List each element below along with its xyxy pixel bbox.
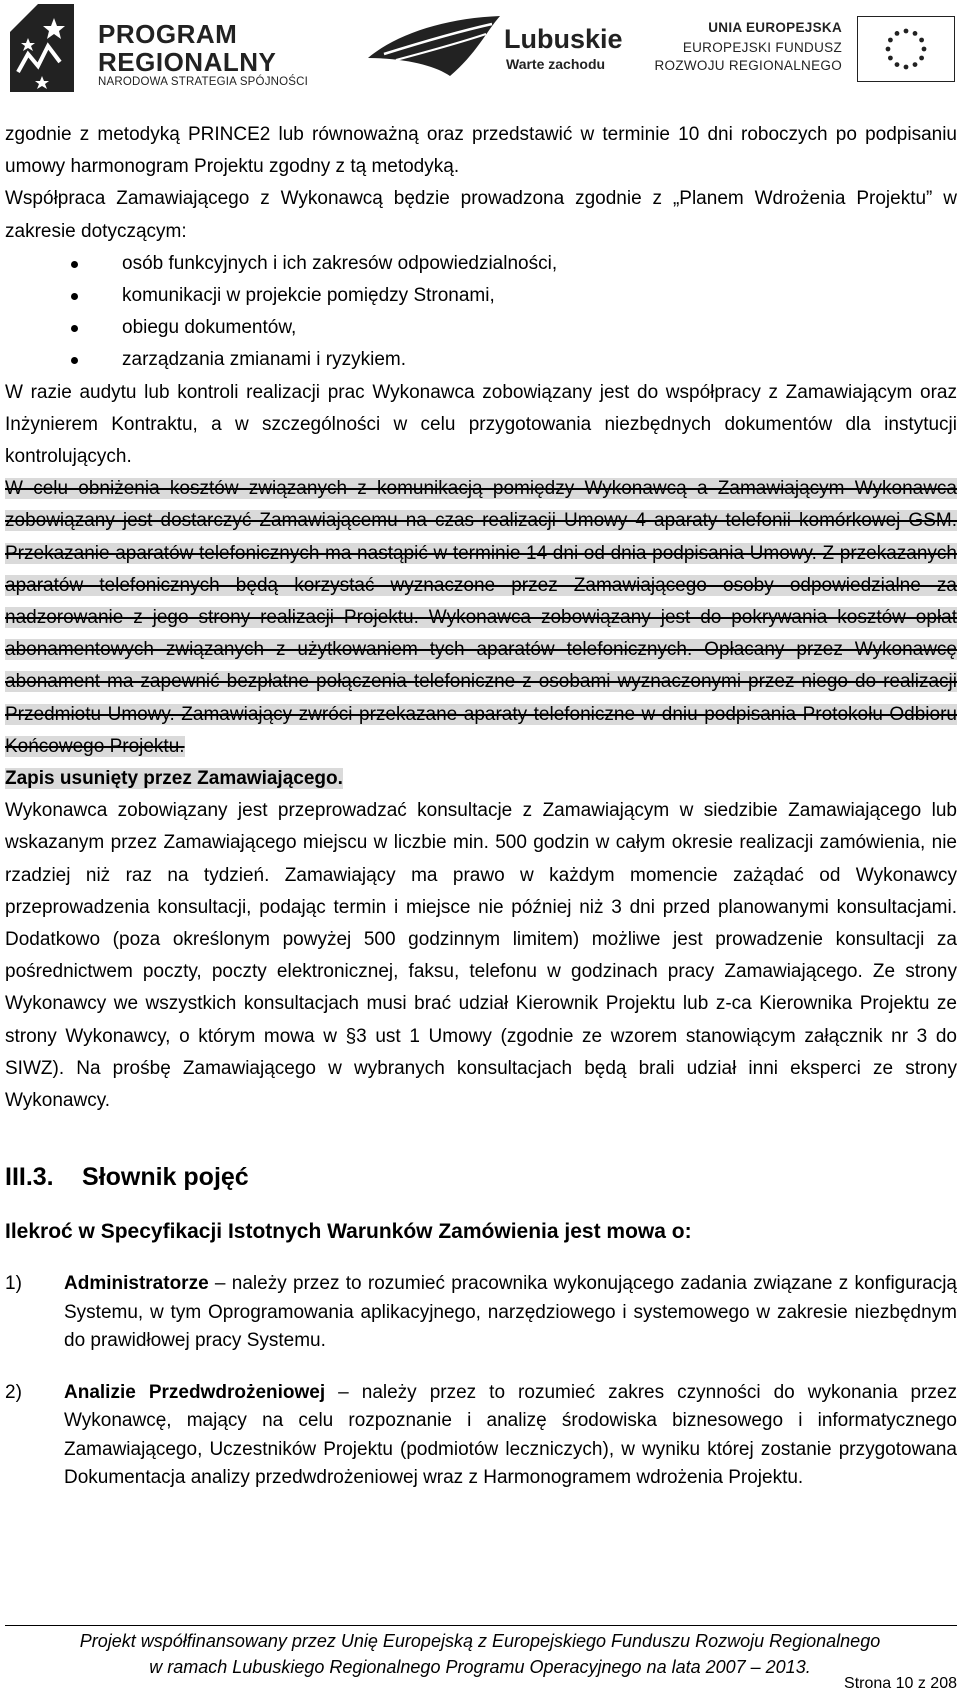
definition-text: – należy przez to rozumieć zakres czynności do wykonania przez Wykonawcę, mający na celu rozpoznanie i analizę środowiska biznesowego i informatycznego Zamawiającego, Uczestników Projektu (podmiotów leczniczych), w wyniku której zostanie przygotowana Dokumentacja analizy przedwdrożeniowej wraz z Harmonogramem wdrożenia Projektu.: [64, 1381, 957, 1489]
deleted-clause: [5, 473, 957, 795]
program-regionalny-emblem-icon: [8, 2, 76, 96]
eu-logo: [654, 14, 960, 84]
footer-line1: Projekt współfinansowany przez Unię Europejską z Europejskiego Funduszu Rozwoju Regionalnego: [79, 1631, 881, 1651]
list-item: zarządzania zmianami i ryzykiem.: [5, 344, 957, 376]
deleted-note: Zapis usunięty przez Zamawiającego.: [5, 768, 343, 790]
paragraph-cooperation: Współpraca Zamawiającego z Wykonawcą będzie prowadzona zgodnie z „Planem Wdrożenia Projektu” w zakresie dotyczącym:: [5, 188, 957, 242]
footer-line2: w ramach Lubuskiego Regionalnego Programu Operacyjnego na lata 2007 – 2013.: [149, 1657, 811, 1677]
eu-logo-line1: UNIA EUROPEJSKA: [708, 20, 842, 35]
lubuskie-tagline: Warte zachodu: [506, 56, 606, 72]
page-number: Strona 10 z 208: [844, 1675, 957, 1692]
list-item: obiegu dokumentów,: [5, 312, 957, 344]
definitions-intro: Ilekroć w Specyfikacji Istotnych Warunków Zamówienia jest mowa o:: [5, 1220, 692, 1244]
page-footer: [0, 1628, 960, 1680]
paragraph-prince2: zgodnie z metodyką PRINCE2 lub równoważną oraz przedstawić w terminie 10 dni roboczych po podpisaniu umowy harmonogram Projektu zgodny z tą metodyką.: [5, 124, 957, 178]
definition-term: Administratorze: [64, 1273, 209, 1295]
lubuskie-logo: [366, 10, 626, 90]
eu-logo-line2: EUROPEJSKI FUNDUSZ: [682, 40, 842, 55]
program-logo-line2: REGIONALNY: [98, 47, 277, 77]
paragraph-audit: W razie audytu lub kontroli realizacji prac Wykonawca zobowiązany jest do współpracy z Zamawiającym oraz Inżynierem Kontraktu, a w szczególności w celu przygotowania niezbędnych dokumentów dla instytucji kontrolujących.: [5, 381, 957, 468]
definition-number: 1): [5, 1273, 22, 1295]
section-number: III.3.: [5, 1163, 54, 1192]
document-body: [5, 119, 957, 1493]
eu-logo-line3: ROZWOJU REGIONALNEGO: [654, 58, 842, 73]
list-item: komunikacji w projekcie pomiędzy Stronami,: [5, 280, 957, 312]
section-heading: [5, 1161, 957, 1193]
definition-number: 2): [5, 1381, 22, 1403]
section-title: Słownik pojęć: [82, 1163, 249, 1192]
cooperation-scope-list: [5, 248, 957, 377]
definition-item: [5, 1270, 957, 1356]
program-logo-line3: NARODOWA STRATEGIA SPÓJNOŚCI: [98, 76, 309, 88]
eu-flag-icon: [857, 16, 955, 82]
lubuskie-name: Lubuskie: [504, 24, 623, 54]
page-header: [0, 0, 960, 100]
program-regionalny-logo: [4, 0, 314, 98]
paragraph-consultations: Wykonawca zobowiązany jest przeprowadzać konsultacje z Zamawiającym w siedzibie Zamawiającego lub wskazanym przez Zamawiającego miejscu w liczbie min. 500 godzin w całym okresie realizacji zamówienia, nie rzadziej niż raz na tydzień. Zamawiający ma prawo w każdym momencie zażądać od Wykonawcy przeprowadzenia konsultacji, podając termin i miejsce nie później niż 3 dni przed planowanymi konsultacjami. Dodatkowo (poza określonym powyżej 500 godzinnym limitem) możliwe jest prowadzenie konsultacji za pośrednictwem poczty, poczty elektronicznej, faksu, telefonu w godzinach pracy Zamawiającego. Ze strony Wykonawcy we wszystkich konsultacjach musi brać udział Kierownik Projektu lub z-ca Kierownika Projektu ze strony Wykonawcy, o którym mowa w §3 ust 1 Umowy (zgodnie ze wzorem stanowiącym załącznik nr 3 do SIWZ). Na prośbę Zamawiającego w wybranych konsultacjach będą brali udział inni eksperci ze strony Wykonawcy.: [5, 800, 957, 1112]
definition-term: Analizie Przedwdrożeniowej: [64, 1381, 326, 1403]
definition-text: – należy przez to rozumieć pracownika wykonującego zadania związane z konfiguracją Systemu, w tym Oprogramowania aplikacyjnego, narzędziowego i systemowego w zakresie niezbędnym do prawidłowej pracy Systemu.: [64, 1273, 957, 1352]
list-item: osób funkcyjnych i ich zakresów odpowiedzialności,: [5, 248, 957, 280]
program-logo-line1: PROGRAM: [98, 19, 238, 49]
deleted-text: W celu obniżenia kosztów związanych z komunikacją pomiędzy Wykonawcą a Zamawiającym Wykonawca zobowiązany jest dostarczyć Zamawiającemu na czas realizacji Umowy 4 aparaty telefonii komórkowej GSM. Przekazanie aparatów telefonicznych ma nastąpić w terminie 14 dni od dnia podpisania Umowy. Z przekazanych aparatów telefonicznych będą korzystać wyznaczone przez Zamawiającego osoby odpowiedzialne za nadzorowanie z jego strony realizacji Projektu. Wykonawca zobowiązany jest do pokrywania kosztów opłat abonamentowych związanych z użytkowaniem tych aparatów telefonicznych. Opłacany przez Wykonawcę abonament ma zapewnić bezpłatne połączenia telefoniczne z osobami wyznaczonymi przez niego do realizacji Przedmiotu Umowy. Zamawiający zwróci przekazane aparaty telefoniczne w dniu podpisania Protokołu Odbioru Końcowego Projektu.: [5, 478, 957, 757]
definition-item: [5, 1379, 957, 1493]
footer-divider: [5, 1625, 957, 1626]
lubuskie-wing-icon: [366, 14, 502, 84]
